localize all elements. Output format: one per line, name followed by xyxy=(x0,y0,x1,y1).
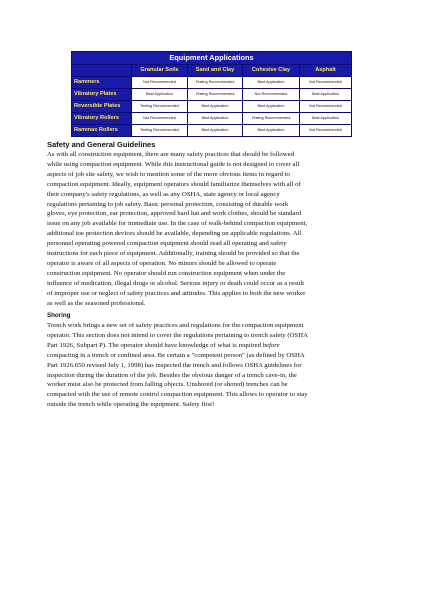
text-line: construction equipment. No operator should run construction equipment when under the xyxy=(47,269,286,277)
table-row xyxy=(72,101,352,113)
safety-heading: Safety and General Guidelines xyxy=(47,140,156,149)
text-line: as well as the seasoned professional. xyxy=(47,299,146,307)
column-header: Asphalt xyxy=(300,65,352,77)
column-header: Cohesive Clay xyxy=(243,65,300,77)
table-cell: Not Recommended xyxy=(300,101,352,113)
table-cell: Not Recommended xyxy=(132,77,188,89)
text-segment: Part 1926, Subpart P). The operator should have knowledge of what is required xyxy=(47,341,263,349)
text-line: inspection during the duration of the job. Besides the obvious danger of a trench cave-in, the xyxy=(47,371,297,379)
table-cell: Not Recommended xyxy=(243,89,300,101)
table-cell: Best Application xyxy=(243,77,300,89)
table-cell: Best Application xyxy=(300,113,352,125)
row-header: Rammers xyxy=(72,77,132,89)
text-line: operator. This section does not intend to cover the regulations pertaining to trench safety (OSHA xyxy=(47,331,308,339)
row-header: Reversible Plates xyxy=(72,101,132,113)
text-line: compacted with the use of remote control compaction equipment. This allows to operator to stay xyxy=(47,391,308,399)
text-line: Trench work brings a new set of safety practices and regulations for the compaction equipment xyxy=(47,322,304,329)
text-line: their company's safety regulations, as well as any OSHA, state agency or local agency xyxy=(47,190,280,198)
table-cell: Best Application xyxy=(132,89,188,101)
column-header: Sand and Clay xyxy=(188,65,243,77)
text-line: personnel operating powered compaction equipment should read all operating and safety xyxy=(47,240,287,248)
safety-paragraph xyxy=(47,150,377,309)
table-row xyxy=(72,77,352,89)
table-cell: Best Application xyxy=(243,125,300,137)
text-line: influence of medication, illegal drugs or alcohol. Serious injury or death could occur as a result xyxy=(47,279,304,287)
text-line: compacting in a trench or confined area. Be certain a "competent person" (as defined by OSHA xyxy=(47,351,305,359)
table-cell: Best Application xyxy=(188,113,243,125)
table-cell: Best Application xyxy=(188,125,243,137)
shoring-paragraph xyxy=(47,321,377,410)
emphasis-text: before xyxy=(262,341,280,349)
shoring-heading: Shoring xyxy=(47,312,71,319)
row-header: Rammax Rollers xyxy=(72,125,132,137)
column-header: Granular Soils xyxy=(132,65,188,77)
text-line: regulations pertaining to job safety. Basic personal protection, consisting of durable work xyxy=(47,200,289,208)
table-cell: Not Recommended xyxy=(132,113,188,125)
text-line xyxy=(47,341,377,351)
text-line: instructions for each piece of equipment. Additionally, training should be provided so that the xyxy=(47,250,300,258)
table-cell: Testing Recommended xyxy=(132,101,188,113)
text-line: issue on any job available for immediate use. In the case of walk-behind compaction equipment, xyxy=(47,220,308,228)
text-line: Part 1926.650 revised July 1, 1998) has inspected the trench and follows OSHA guidelines for xyxy=(47,361,302,369)
text-line: outside the trench while operating the equipment. Safety first! xyxy=(47,401,215,409)
row-header: Vibratory Plates xyxy=(72,89,132,101)
table-header-row xyxy=(72,65,352,77)
table-row xyxy=(72,113,352,125)
table-title: Equipment Applications xyxy=(72,52,352,65)
table-title-row xyxy=(72,52,352,65)
text-line: compaction equipment. Ideally, equipment operators should familiarize themselves with all of xyxy=(47,180,301,188)
text-line: of improper use or neglect of safety practices and attitudes. This applies to both the new worker xyxy=(47,289,306,297)
text-line: worker must also be protected from falling objects. Unshored (or shored) trenches can be xyxy=(47,381,288,389)
text-line: additional toe protection devices should be available, depending on applicable regulations. All xyxy=(47,230,302,238)
table-cell: Not Recommended xyxy=(300,125,352,137)
table-cell: Testing Recommended xyxy=(132,125,188,137)
table-row xyxy=(72,125,352,137)
table-cell: Testing Recommended xyxy=(188,89,243,101)
text-line: As with all construction equipment, there are many safety practices that should be followed xyxy=(47,151,295,158)
table-corner-cell xyxy=(72,65,132,77)
table-cell: Best Application xyxy=(243,101,300,113)
table-cell: Not Recommended xyxy=(300,77,352,89)
table-cell: Best Application xyxy=(300,89,352,101)
text-line: operator is aware of all aspects of operation. No minors should be allowed to operate xyxy=(47,259,277,267)
text-line: aspects of job site safety, we wish to mention some of the more obvious items in regard to xyxy=(47,170,290,178)
row-header: Vibratory Rollers xyxy=(72,113,132,125)
table-cell: Testing Recommended xyxy=(188,77,243,89)
table-row xyxy=(72,89,352,101)
table-cell: Best Application xyxy=(188,101,243,113)
equipment-applications-table xyxy=(71,51,352,137)
text-line: while using compaction equipment. While this instructional guide is not designed to cover all xyxy=(47,160,300,168)
table-cell: Testing Recommended xyxy=(243,113,300,125)
text-line: gloves, eye protection, ear protection, approved hard hat and work clothes, should be standard xyxy=(47,210,301,218)
